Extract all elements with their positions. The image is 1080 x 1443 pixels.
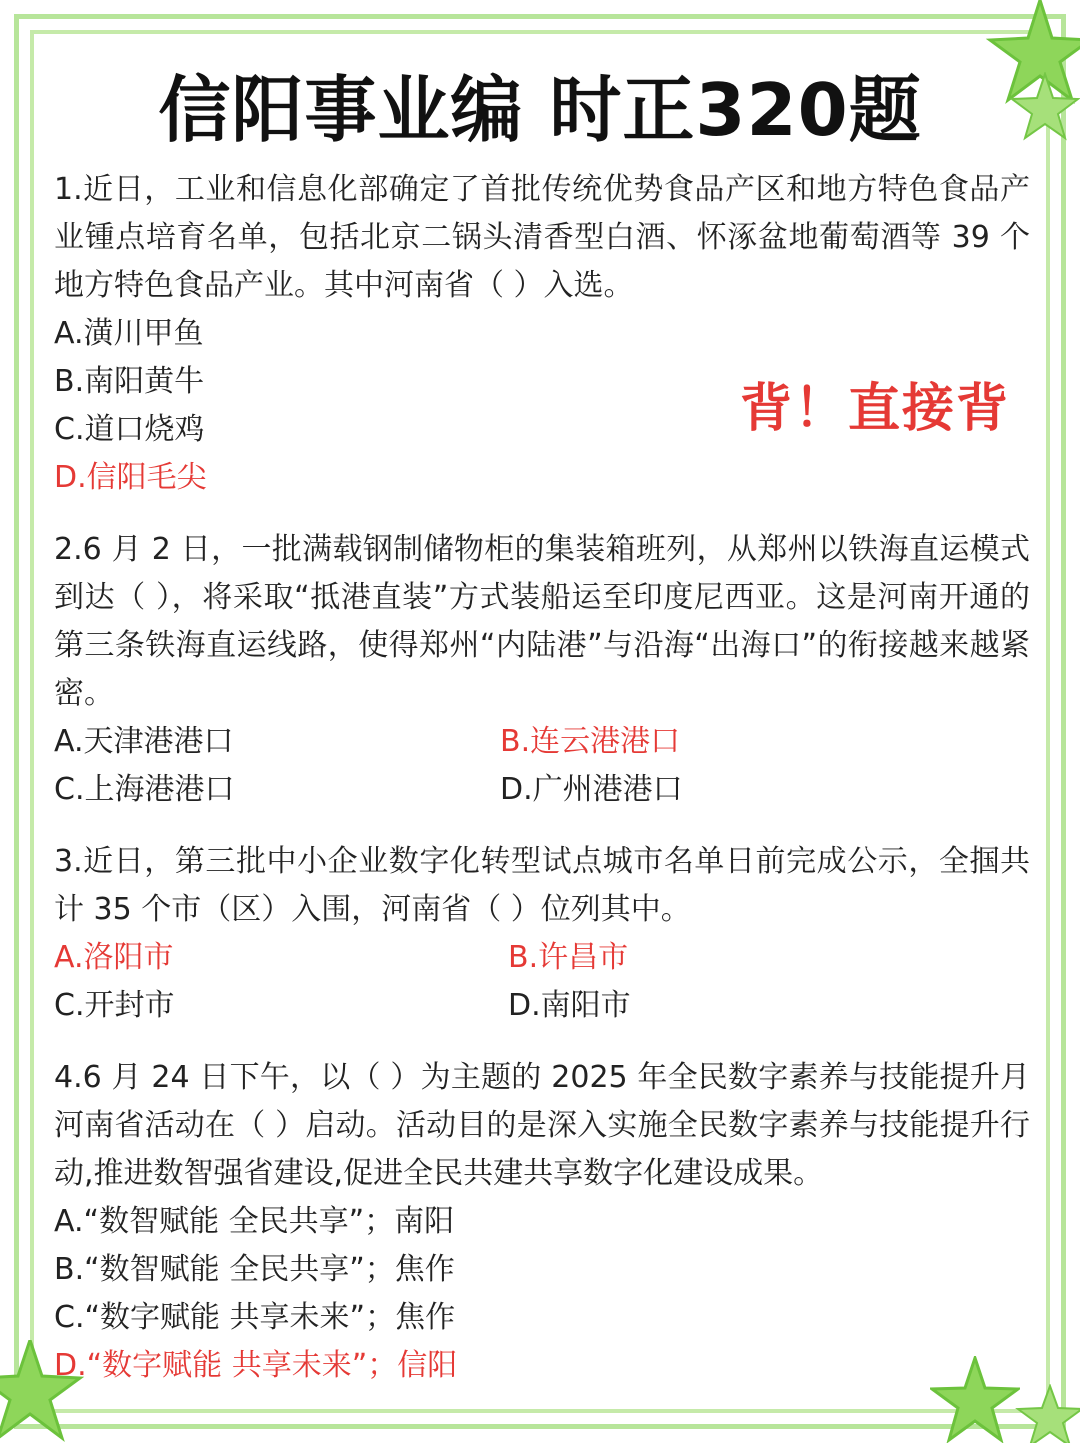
question-1-stem: 1.近日，工业和信息化部确定了首批传统优势食品产区和地方特色食品产业锺点培育名单，包括北京二锅头清香型白酒、怀涿盆地葡萄酒等 39 个地方特色食品产业。其中河南省（ ）入选。 (54, 172, 1030, 303)
question-4-option-c: C.“数字赋能 共享未来”；焦作 (54, 1300, 456, 1335)
question-2-option-b: B.连云港港口 (500, 724, 681, 759)
question-3-option-a: A.洛阳市 (54, 940, 174, 975)
question-4-option-a: A.“数智赋能 全民共享”；南阳 (54, 1204, 455, 1239)
page-title: 信阳事业编 时正320题 (158, 68, 922, 152)
question-4-option-b: B.“数智赋能 全民共享”；焦作 (54, 1252, 455, 1287)
question-3-stem: 3.近日，第三批中小企业数字化转型试点城市名单日前完成公示，全掴共计 35 个市（区）入围，河南省（ ）位列其中。 (54, 844, 1030, 927)
question-3-option-b: B.许昌市 (508, 940, 629, 975)
question-2-option-c: C.上海港港口 (54, 772, 235, 807)
question-2-option-a: A.天津港港口 (54, 724, 234, 759)
question-1-option-a: A.潢川甲鱼 (54, 316, 204, 351)
question-3-option-c: C.开封市 (54, 988, 175, 1023)
question-2-option-d: D.广州港港口 (500, 772, 683, 807)
question-1-option-c: C.道口烧鸡 (54, 412, 205, 447)
question-1-option-d: D.信阳毛尖 (54, 460, 207, 495)
question-2-stem: 2.6 月 2 日，一批满载钢制储物柜的集装箱班列，从郑州以铁海直运模式到达（ ），将采取“抵港直装”方式装船运至印度尼西亚。这是河南开通的第三条铁海直运线路，使得郑州“内陆港”与沿海“出海口”的衔接越来越紧密。 (54, 532, 1030, 711)
memo-note: 背！直接背 (740, 378, 1011, 439)
star-icon-bottom-right (930, 1356, 1020, 1443)
question-3-option-d: D.南阳市 (508, 988, 631, 1023)
star-icon-bottom-right-small (1010, 1384, 1080, 1443)
question-1-option-b: B.南阳黄牛 (54, 364, 205, 399)
question-4-option-d: D.“数字赋能 共享未来”；信阳 (54, 1348, 458, 1383)
question-4-stem: 4.6 月 24 日下午，以（ ）为主题的 2025 年全民数字素养与技能提升月河南省活动在（ ）启动。活动目的是深入实施全民数字素养与技能提升行动,推进数智强省建设,促进全民共建共享数字化建设成果。 (54, 1060, 1030, 1191)
